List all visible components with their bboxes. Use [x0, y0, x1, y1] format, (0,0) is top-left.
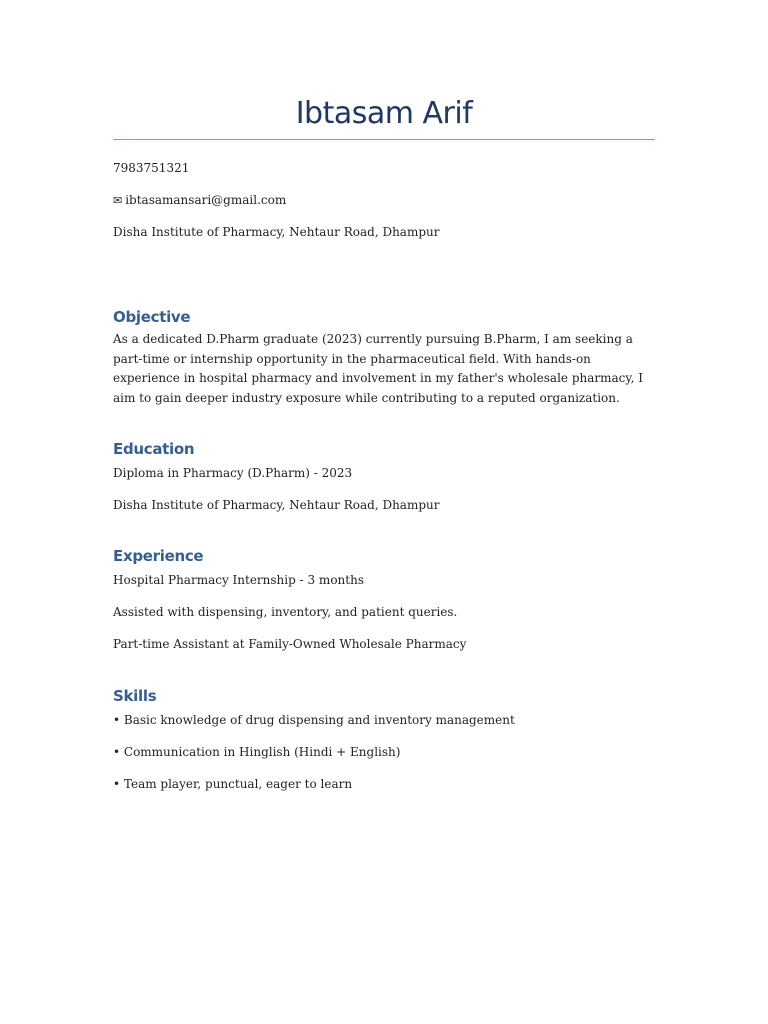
experience-item: Assisted with dispensing, inventory, and patient queries.: [113, 605, 458, 619]
envelope-icon: ✉: [113, 194, 123, 207]
objective-heading: Objective: [113, 308, 191, 326]
skill-item: • Team player, punctual, eager to learn: [113, 777, 353, 791]
candidate-name: Ibtasam Arif: [295, 96, 473, 131]
experience-item: Part-time Assistant at Family-Owned Wholesale Pharmacy: [113, 637, 467, 651]
skill-item: • Communication in Hinglish (Hindi + English): [113, 745, 401, 759]
email-line: [113, 191, 286, 211]
skill-item: • Basic knowledge of drug dispensing and inventory management: [113, 713, 515, 727]
education-item: Diploma in Pharmacy (D.Pharm) - 2023: [113, 466, 353, 480]
email-address: ibtasamansari@gmail.com: [125, 193, 287, 207]
objective-text: As a dedicated D.Pharm graduate (2023) currently pursuing B.Pharm, I am seeking a part-time or internship opportunity in the pharmaceutical field. With hands-on experience in hospital pharmacy and involvement in my father's wholesale pharmacy, I aim to gain deeper industry exposure while contributing to a reputed organization.: [113, 332, 643, 405]
education-heading: Education: [113, 440, 195, 458]
education-item: Disha Institute of Pharmacy, Nehtaur Road, Dhampur: [113, 498, 440, 512]
address: Disha Institute of Pharmacy, Nehtaur Road, Dhampur: [113, 225, 440, 239]
experience-item: Hospital Pharmacy Internship - 3 months: [113, 573, 364, 587]
phone-number: 7983751321: [113, 161, 190, 175]
skills-heading: Skills: [113, 687, 157, 705]
experience-heading: Experience: [113, 547, 204, 565]
title-divider: [113, 139, 655, 140]
